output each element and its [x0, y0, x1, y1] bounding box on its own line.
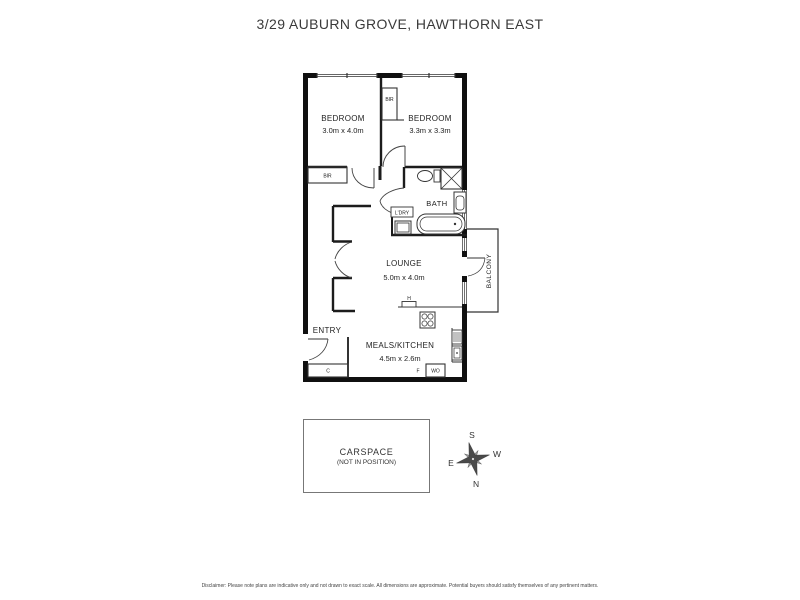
carspace-label: CARSPACE [339, 446, 394, 457]
bedroom2-label: BEDROOM [408, 114, 452, 123]
cupboard-label: C [326, 368, 330, 375]
balcony-door-arc [468, 258, 485, 276]
robe2-label: BIR [385, 97, 394, 103]
bedroom1-dims: 3.0m x 4.0m [322, 126, 364, 135]
meals-kitchen-label: MEALS/KITCHEN [365, 341, 435, 350]
compass-west-label: W [492, 449, 502, 459]
laundry-trough [395, 221, 411, 234]
compass-north-label: N [472, 479, 480, 489]
wall-bottom [303, 377, 467, 382]
door-lounge-double [335, 242, 352, 278]
fridge-label: F [416, 368, 420, 375]
floor-plan-drawing [295, 58, 515, 398]
wall-right-upper [462, 73, 467, 190]
laundry-label: L'DRY [394, 210, 410, 217]
meals-kitchen-dims: 4.5m x 2.6m [379, 354, 421, 363]
vanity-basin [454, 192, 466, 213]
hotplate-label: H [407, 296, 411, 302]
shower [441, 168, 462, 189]
entry-label: ENTRY [312, 326, 342, 335]
carspace-box [303, 419, 430, 493]
stove [420, 312, 435, 328]
door-bedroom2 [383, 146, 405, 167]
sink [452, 330, 462, 360]
balcony-label: BALCONY [486, 253, 493, 289]
lounge-label: LOUNGE [386, 259, 422, 268]
wall-oven-label: WO [431, 368, 440, 375]
toilet [418, 170, 441, 182]
lounge-dims: 5.0m x 4.0m [383, 273, 425, 282]
bedroom2-dims: 3.3m x 3.3m [409, 126, 451, 135]
robe2-box [382, 88, 397, 120]
compass-east-label: E [448, 458, 454, 468]
floor-plan [295, 58, 515, 398]
hotplate-box [402, 302, 416, 308]
disclaimer-text: Disclaimer: Please note plans are indicative only and not drawn to exact scale. All dimensions are approximate. Potential buyers should satisfy themselves of any pertinent matters. [201, 583, 599, 589]
robe1-label: BIR [323, 173, 332, 180]
carspace-note: (NOT IN POSITION) [336, 458, 397, 466]
bathtub [417, 214, 465, 234]
balcony [467, 229, 498, 312]
compass-south-label: S [469, 430, 475, 440]
kitchen-fixtures [398, 302, 462, 363]
compass-star [452, 438, 493, 479]
wall-right-lower [462, 311, 467, 382]
bedroom1-label: BEDROOM [321, 114, 365, 123]
entry-door [303, 334, 328, 361]
door-bedroom1 [352, 168, 374, 188]
compass-rose [438, 424, 508, 494]
bath-label: BATH [426, 199, 448, 208]
property-address-title: 3/29 AUBURN GROVE, HAWTHORN EAST [256, 16, 544, 32]
